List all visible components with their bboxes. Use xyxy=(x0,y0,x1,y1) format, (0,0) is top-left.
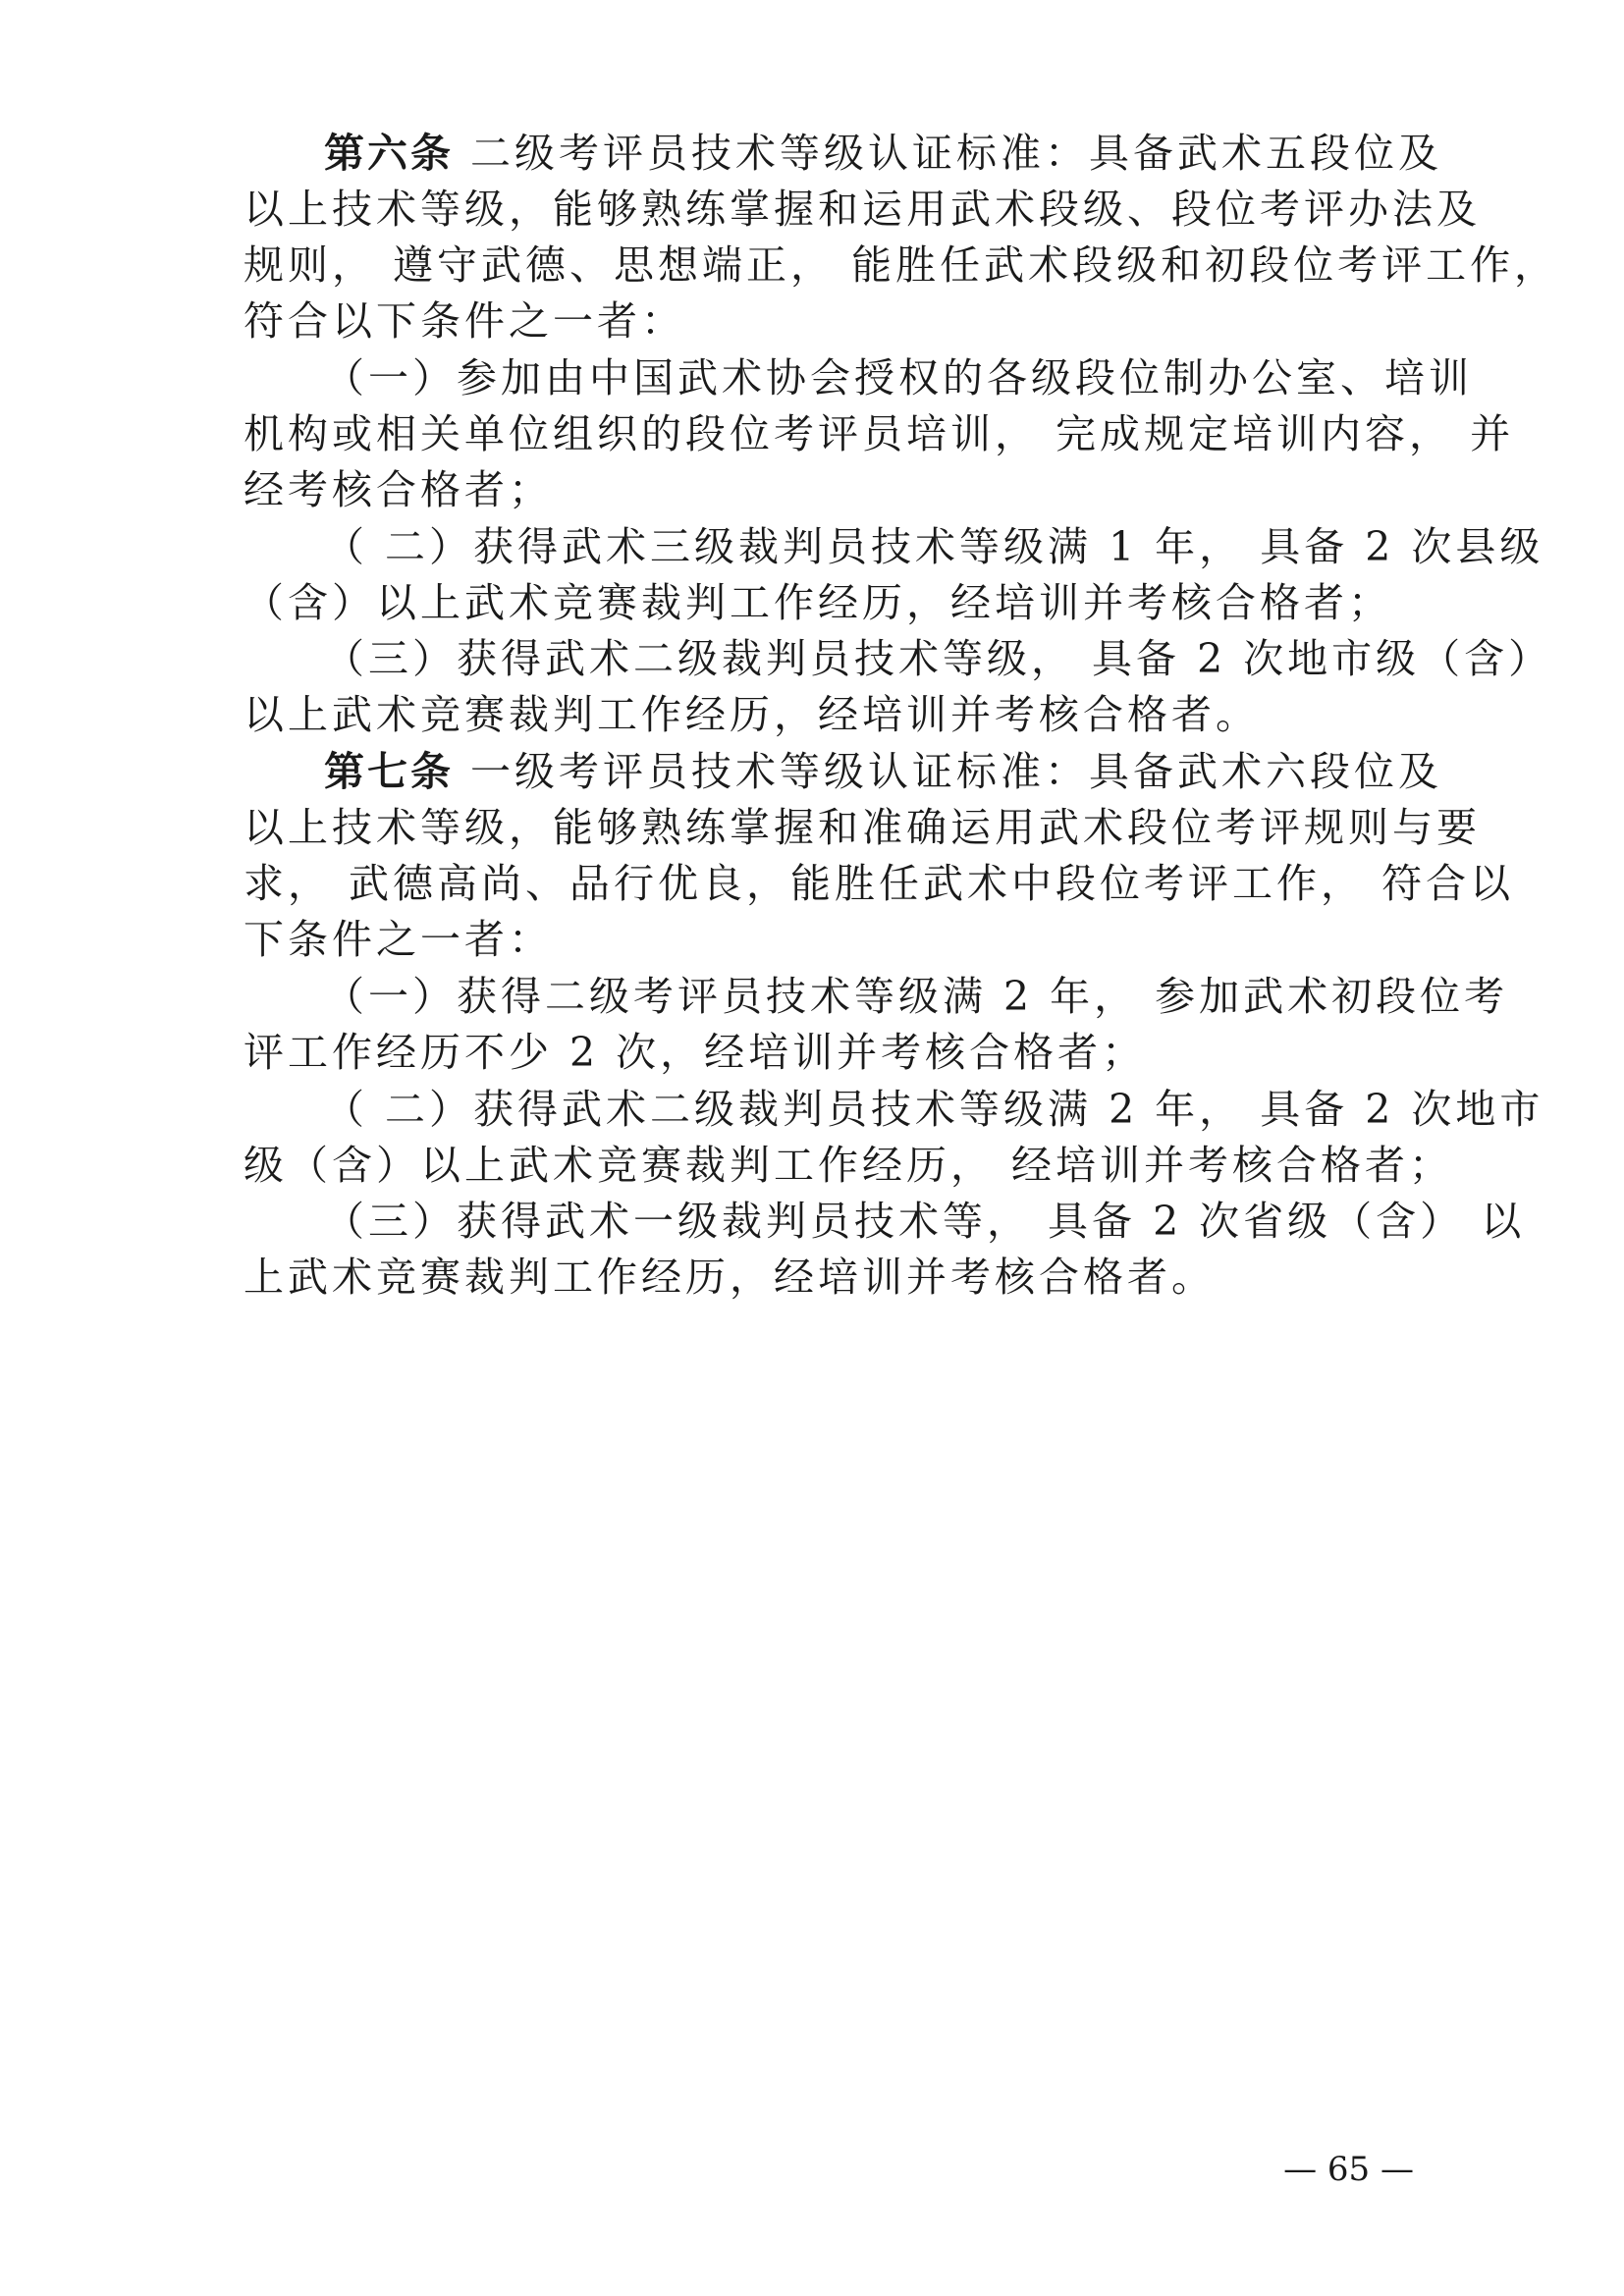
article7-text-1: 一级考评员技术等级认证标准：具备武术六段位及 xyxy=(470,748,1443,795)
article7-item1-line-2: 评工作经历不少 2 次，经培训并考核合格者； xyxy=(244,1029,1147,1076)
article6-text-1: 二级考评员技术等级认证标准：具备武术五段位及 xyxy=(470,130,1443,177)
article7-item3-line-1: （三）获得武术一级裁判员技术等， 具备 2 次省级（含） 以 xyxy=(324,1198,1526,1245)
article7-line-3: 求， 武德高尚、品行优良，能胜任武术中段位考评工作， 符合以 xyxy=(244,860,1515,907)
article7-line-1 xyxy=(324,744,1443,799)
article7-item2-line-1: （ 二）获得武术二级裁判员技术等级满 2 年， 具备 2 次地市 xyxy=(324,1086,1544,1133)
article6-item2-line-2: （含）以上武术竞赛裁判工作经历，经培训并考核合格者； xyxy=(244,579,1392,626)
article6-line-4: 符合以下条件之一者： xyxy=(244,297,685,345)
article6-line-2: 以上技术等级，能够熟练掌握和运用武术段级、段位考评办法及 xyxy=(244,186,1481,233)
article7-line-2: 以上技术等级，能够熟练掌握和准确运用武术段位考评规则与要 xyxy=(244,804,1481,851)
article6-line-3: 规则， 遵守武德、思想端正， 能胜任武术段级和初段位考评工作， xyxy=(244,241,1559,289)
article6-item1-line-1: （一）参加由中国武术协会授权的各级段位制办公室、培训 xyxy=(324,354,1473,401)
article7-item3-line-2: 上武术竞赛裁判工作经历，经培训并考核合格者。 xyxy=(244,1254,1216,1301)
article7-item2-line-2: 级（含）以上武术竞赛裁判工作经历， 经培训并考核合格者； xyxy=(244,1142,1454,1189)
article6-item1-line-3: 经考核合格者； xyxy=(244,466,553,513)
article7-item1-line-1: （一）获得二级考评员技术等级满 2 年， 参加武术初段位考 xyxy=(324,973,1509,1020)
article6-item2-line-1: （ 二）获得武术三级裁判员技术等级满 1 年， 具备 2 次县级 xyxy=(324,523,1544,570)
article7-line-4: 下条件之一者： xyxy=(244,916,553,963)
article6-line-1 xyxy=(324,126,1443,181)
article7-heading: 第七条 xyxy=(324,748,454,795)
article6-item3-line-2: 以上武术竞赛裁判工作经历，经培训并考核合格者。 xyxy=(244,691,1260,738)
page-number: — 65 — xyxy=(1283,2150,1414,2189)
article6-item3-line-1: （三）获得武术二级裁判员技术等级， 具备 2 次地市级（含） xyxy=(324,635,1553,682)
article6-heading: 第六条 xyxy=(324,130,454,177)
article6-item1-line-2: 机构或相关单位组织的段位考评员培训， 完成规定培训内容， 并 xyxy=(244,410,1515,457)
